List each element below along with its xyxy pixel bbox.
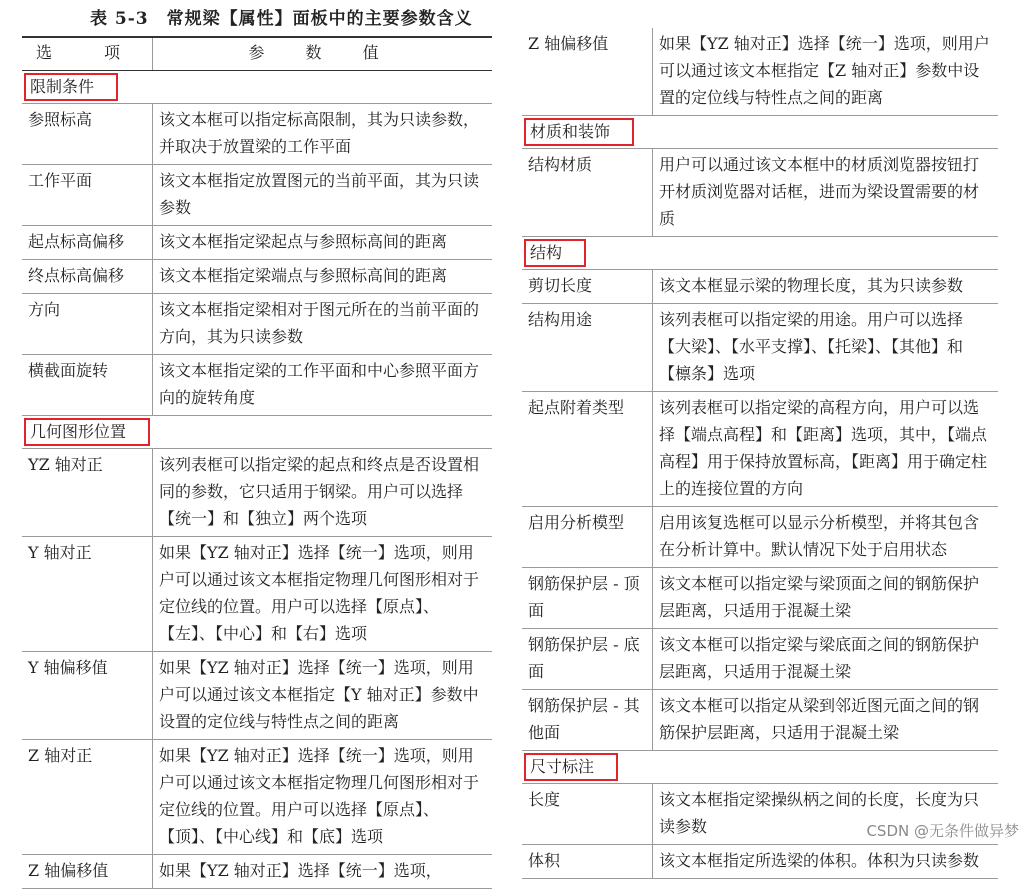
option-name: 体积 — [522, 845, 653, 879]
section-cell — [522, 116, 998, 149]
section-cell — [22, 71, 492, 104]
option-name: Z 轴偏移值 — [522, 28, 653, 116]
option-name: 参照标高 — [22, 104, 153, 165]
option-value: 该列表框可以指定梁的高程方向，用户可以选择【端点高程】和【距离】选项，其中，【端点高程】用于保持放置标高，【距离】用于确定柱上的连接位置的方向 — [653, 392, 999, 507]
option-value: 该文本框指定放置图元的当前平面，其为只读参数 — [153, 165, 493, 226]
section-label: 几何图形位置 — [24, 418, 150, 446]
option-value: 启用该复选框可以显示分析模型，并将其包含在分析计算中。默认情况下处于启用状态 — [653, 507, 999, 568]
table-row — [522, 568, 998, 629]
section-row — [22, 416, 492, 449]
header-value: 参 数 值 — [153, 37, 493, 71]
table-row — [522, 507, 998, 568]
table-row — [522, 28, 998, 116]
table-row — [522, 304, 998, 392]
right-column — [522, 28, 998, 879]
option-value: 该文本框可以指定梁与梁底面之间的钢筋保护层距离，只适用于混凝土梁 — [653, 629, 999, 690]
option-name: Y 轴对正 — [22, 537, 153, 652]
option-value: 该文本框可以指定从梁到邻近图元面之间的钢筋保护层距离，只适用于混凝土梁 — [653, 690, 999, 751]
option-name: 剪切长度 — [522, 270, 653, 304]
option-value: 该文本框可以指定梁与梁顶面之间的钢筋保护层距离，只适用于混凝土梁 — [653, 568, 999, 629]
section-row — [522, 116, 998, 149]
parameter-table-right — [522, 28, 998, 879]
option-value: 如果【YZ 轴对正】选择【统一】选项，则用户可以通过该文本框指定【Y 轴对正】参数中设置的定位线与特性点之间的距离 — [153, 652, 493, 740]
option-value: 该文本框指定梁端点与参照标高间的距离 — [153, 260, 493, 294]
option-name: 结构用途 — [522, 304, 653, 392]
table-row — [22, 652, 492, 740]
table-row — [22, 355, 492, 416]
right-table-body — [522, 28, 998, 879]
option-value: 该文本框可以指定标高限制，其为只读参数，并取决于放置梁的工作平面 — [153, 104, 493, 165]
option-value: 该列表框可以指定梁的起点和终点是否设置相同的参数，它只适用于钢梁。用户可以选择【统一】和【独立】两个选项 — [153, 449, 493, 537]
table-row — [22, 226, 492, 260]
table-row — [22, 260, 492, 294]
left-column — [22, 36, 492, 889]
option-name: 方向 — [22, 294, 153, 355]
section-row — [522, 237, 998, 270]
table-row — [522, 392, 998, 507]
section-row — [22, 71, 492, 104]
option-value: 该文本框指定梁操纵柄之间的长度，长度为只读参数 — [653, 784, 999, 845]
table-row — [22, 740, 492, 855]
option-value: 该列表框可以指定梁的用途。用户可以选择【大梁】、【水平支撑】、【托梁】、【其他】和【檩条】选项 — [653, 304, 999, 392]
table-header-row — [22, 37, 492, 71]
option-name: 终点标高偏移 — [22, 260, 153, 294]
header-option: 选 项 — [22, 37, 153, 71]
section-row — [522, 751, 998, 784]
option-name: 钢筋保护层 - 其他面 — [522, 690, 653, 751]
section-label: 限制条件 — [24, 73, 118, 101]
option-name: 长度 — [522, 784, 653, 845]
table-title: 表 5-3 常规梁【属性】面板中的主要参数含义 — [90, 9, 473, 29]
option-name: 横截面旋转 — [22, 355, 153, 416]
option-name: 起点附着类型 — [522, 392, 653, 507]
option-value: 如果【YZ 轴对正】选择【统一】选项， — [153, 855, 493, 889]
option-name: Y 轴偏移值 — [22, 652, 153, 740]
section-cell — [22, 416, 492, 449]
section-cell — [522, 751, 998, 784]
section-label: 尺寸标注 — [524, 753, 618, 781]
option-name: YZ 轴对正 — [22, 449, 153, 537]
option-value: 用户可以通过该文本框中的材质浏览器按钮打开材质浏览器对话框，进而为梁设置需要的材质 — [653, 149, 999, 237]
table-row — [22, 104, 492, 165]
option-value: 如果【YZ 轴对正】选择【统一】选项，则用户可以通过该文本框指定物理几何图形相对于定位线的位置。用户可以选择【原点】、【顶】、【中心线】和【底】选项 — [153, 740, 493, 855]
option-value: 该文本框显示梁的物理长度，其为只读参数 — [653, 270, 999, 304]
option-value: 如果【YZ 轴对正】选择【统一】选项，则用户可以通过该文本框指定【Z 轴对正】参数中设置的定位线与特性点之间的距离 — [653, 28, 999, 116]
option-value: 该文本框指定梁相对于图元所在的当前平面的方向，其为只读参数 — [153, 294, 493, 355]
table-row — [22, 537, 492, 652]
section-cell — [522, 237, 998, 270]
option-name: 起点标高偏移 — [22, 226, 153, 260]
table-row — [22, 449, 492, 537]
table-row — [522, 690, 998, 751]
option-value: 该文本框指定所选梁的体积。体积为只读参数 — [653, 845, 999, 879]
table-row — [522, 629, 998, 690]
option-name: 结构材质 — [522, 149, 653, 237]
option-value: 如果【YZ 轴对正】选择【统一】选项，则用户可以通过该文本框指定物理几何图形相对于定位线的位置。用户可以选择【原点】、【左】、【中心】和【右】选项 — [153, 537, 493, 652]
left-table-body — [22, 71, 492, 889]
table-row — [522, 149, 998, 237]
csdn-watermark: CSDN @无条件做异梦 — [866, 822, 1019, 840]
option-value: 该文本框指定梁的工作平面和中心参照平面方向的旋转角度 — [153, 355, 493, 416]
option-name: 工作平面 — [22, 165, 153, 226]
section-label: 材质和装饰 — [524, 118, 634, 146]
option-name: 钢筋保护层 - 顶面 — [522, 568, 653, 629]
option-name: Z 轴偏移值 — [22, 855, 153, 889]
table-row — [522, 845, 998, 879]
table-row — [522, 270, 998, 304]
parameter-table-left — [22, 36, 492, 889]
option-name: 钢筋保护层 - 底面 — [522, 629, 653, 690]
section-label: 结构 — [524, 239, 586, 267]
option-name: Z 轴对正 — [22, 740, 153, 855]
option-value: 该文本框指定梁起点与参照标高间的距离 — [153, 226, 493, 260]
table-row — [22, 855, 492, 889]
table-row — [22, 294, 492, 355]
option-name: 启用分析模型 — [522, 507, 653, 568]
table-row — [22, 165, 492, 226]
